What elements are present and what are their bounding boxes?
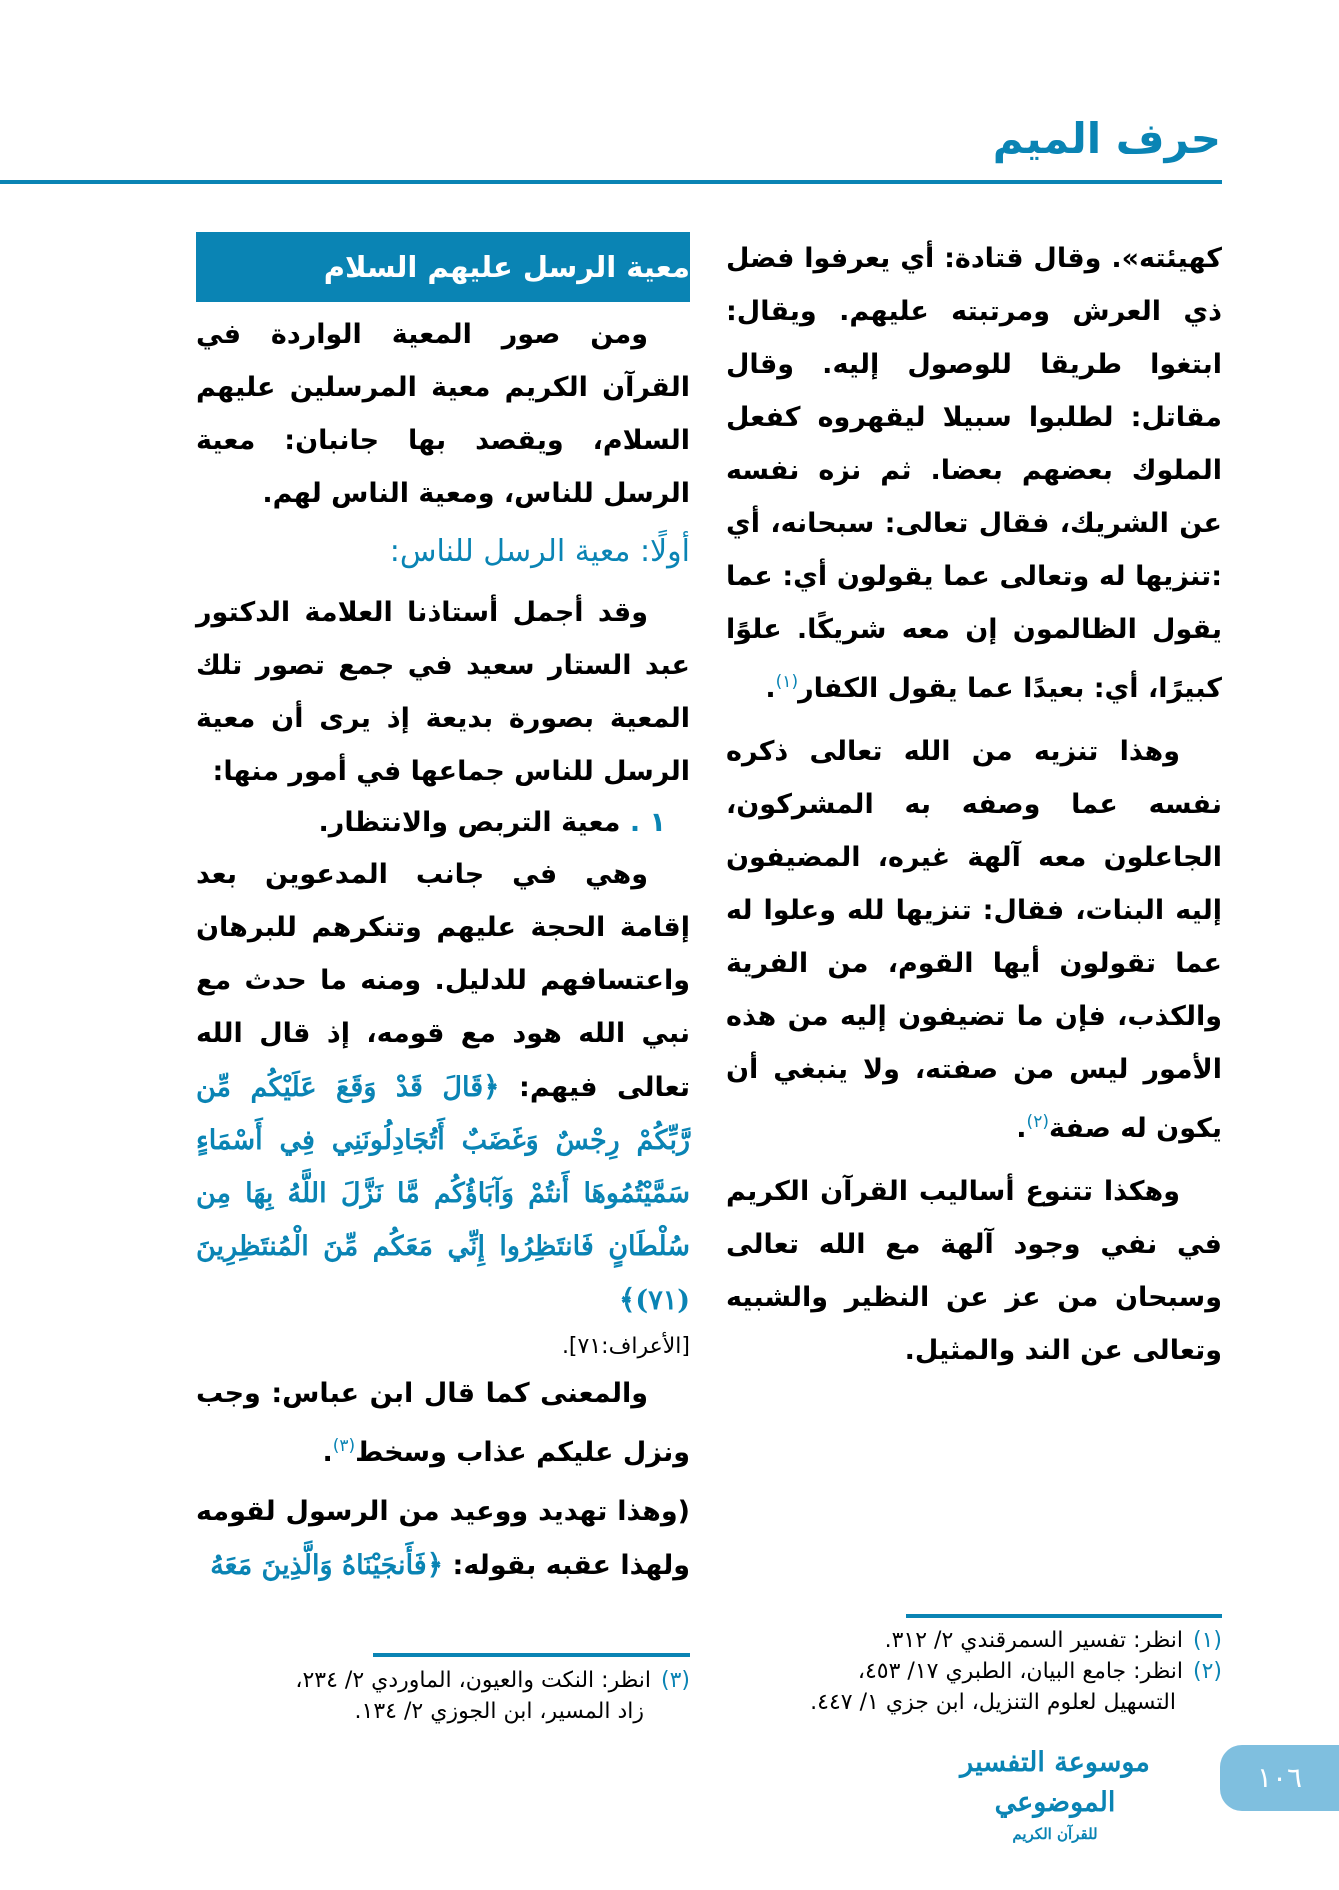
footnote-divider-right [906,1614,1222,1618]
section-heading: معية الرسل عليهم السلام [196,232,690,302]
footnotes-right [726,1625,1222,1718]
logo-sub-text: للقرآن الكريم [1012,1825,1098,1843]
chapter-title: حرف الميم [992,114,1221,163]
footnote-ref-3[interactable]: (٣) [332,1436,356,1456]
list-item-waiting [196,798,690,848]
encyclopedia-logo [940,1743,1170,1843]
paragraph-meaning [196,1367,690,1479]
paragraph-text: كهيئته». وقال قتادة: أي يعرفوا فضل ذي العرش ومرتبته عليهم. ويقال: ابتغوا طريقا للوصول إليه. وقال مقاتل: لطلبوا سبيلا ليقهروه كفعل الملوك بعضهم بعضا. ثم نزه نفسه عن الشريك، فقال تعالى: سبحانه، أي :تنزيها له وتعالى عما يقولون أي: عما يقول الظالمون إن معه شريكًا. علوًا كبيرًا، أي: بعيدًا عما يقول الكفار [726,243,1222,704]
footnote-ref-1[interactable]: (١) [775,672,799,692]
subheading-first: أولًا: معية الرسل للناس: [389,534,690,569]
paragraph-text: والمعنى كما قال ابن عباس: وجب ونزل عليكم عذاب وسخط [196,1378,690,1468]
footnotes-left [196,1665,690,1727]
left-column [196,232,690,1592]
ornate-bracket-open-icon: ﴿ [483,1070,500,1103]
paragraph-qatada [726,232,1222,715]
paragraph-hud [196,848,690,1327]
paragraph-text: وهذا تنزيه من الله تعالى ذكره نفسه عما وصفه به المشركون، الجاعلون معه آلهة غيره، المضيفون إليه البنات، فقال: تنزيها لله وعلوا له عما تقولون أيها القوم، من الفرية والكذب، فإن ما تضيفون إليه من هذه الأمور ليس من صفته، ولا ينبغي أن يكون له صفة [726,736,1222,1144]
logo-main-text: موسوعة التفسير الموضوعي [960,1747,1150,1818]
footnote-3-continued: زاد المسير، ابن الجوزي ٢/ ١٣٤. [354,1699,644,1724]
list-number: ١ . [629,807,666,838]
footnote-text: انظر: النكت والعيون، الماوردي ٢/ ٢٣٤، [295,1668,651,1693]
ornate-bracket-open-icon: ﴿ [426,1548,444,1581]
footnote-2 [726,1656,1222,1687]
paragraph-conclusion: وهكذا تتنوع أساليب القرآن الكريم في نفي وجود آلهة مع الله تعالى وسبحان من عز عن النظير والشبيه وتعالى عن الند والمثيل. [726,1176,1222,1366]
footnote-2-continued: التسهيل لعلوم التنزيل، ابن جزي ١/ ٤٤٧. [810,1690,1176,1715]
verse-reference: [الأعراف:٧١]. [561,1334,690,1359]
right-column [726,232,1222,1377]
footnote-number: (١) [1192,1628,1222,1653]
footnote-ref-2[interactable]: (٢) [1026,1112,1049,1132]
quran-verse-2: فَأَنجَيْنَاهُ وَالَّذِينَ مَعَهُ [210,1550,427,1581]
quran-verse: قَالَ قَدْ وَقَعَ عَلَيْكُم مِّن رَّبِّكُمْ رِجْسٌ وَغَضَبٌ أَتُجَادِلُونَنِي فِي أَسْمَاءٍ سَمَّيْتُمُوهَا أَنتُمْ وَآبَاؤُكُم مَّا نَزَّلَ اللَّهُ بِهَا مِن سُلْطَانٍ فَانتَظِرُوا إِنِّي مَعَكُم مِّنَ الْمُنتَظِرِينَ [196,1072,690,1262]
ayah-number-badge: (٧١) [635,1285,690,1316]
footnote-1 [726,1625,1222,1656]
footnote-3 [196,1665,690,1696]
period: . [322,1437,333,1468]
header-divider [0,180,1222,184]
list-text: معية التربص والانتظار. [318,807,621,838]
paragraph-text: (وهذا تهديد ووعيد من الرسول لقومه ولهذا عقبه بقوله: [196,1496,690,1581]
paragraph-threat [196,1485,690,1592]
ornate-bracket-close-icon: ﴾ [619,1283,636,1316]
period: . [1016,1113,1027,1144]
period: . [765,673,776,704]
footnote-text: انظر: تفسير السمرقندي ٢/ ٣١٢. [884,1628,1183,1653]
page-number-badge: ١٠٦ [1220,1745,1339,1811]
paragraph-text: وهي في جانب المدعوين بعد إقامة الحجة عليهم وتنكرهم للبرهان واعتسافهم للدليل. ومنه ما حدث مع نبي الله هود مع قومه، إذ قال الله تعالى فيهم: [196,859,690,1103]
footnote-number: (٣) [660,1668,690,1693]
footnote-divider-left [373,1653,690,1657]
footnote-number: (٢) [1192,1659,1222,1684]
paragraph-intro: ومن صور المعية الواردة في القرآن الكريم معية المرسلين عليهم السلام، ويقصد بها جانبان: معية الرسل للناس، ومعية الناس لهم. [196,319,690,509]
paragraph-tanzih [726,725,1222,1155]
footnote-text: انظر: جامع البيان، الطبري ١٧/ ٤٥٣، [857,1659,1183,1684]
paragraph-summary: وقد أجمل أستاذنا العلامة الدكتور عبد الستار سعيد في جمع تصور تلك المعية بصورة بديعة إذ يرى أن معية الرسل للناس جماعها في أمور منها: [196,597,690,787]
